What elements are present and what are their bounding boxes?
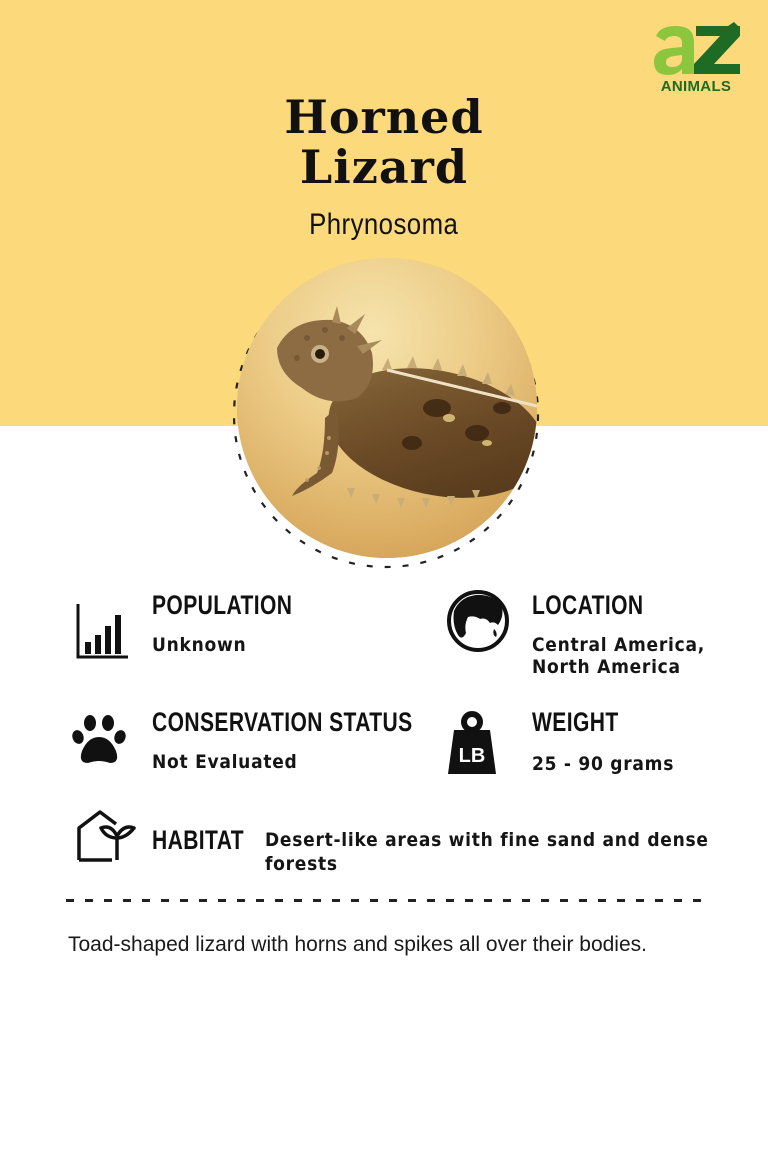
- title-line-1: Horned: [284, 90, 484, 144]
- az-logo-icon: [650, 22, 742, 78]
- weight-label: WEIGHT: [532, 707, 619, 737]
- page-title: [0, 92, 768, 192]
- location-value-line1: Central America,: [532, 634, 705, 656]
- title-line-2: Lizard: [299, 140, 469, 194]
- conservation-status-value: Not Evaluated: [152, 751, 298, 773]
- bar-chart-icon: [76, 602, 130, 660]
- house-plant-icon: [76, 808, 138, 862]
- description-text: Toad-shaped lizard with horns and spikes all over their bodies.: [68, 933, 647, 956]
- location-label: LOCATION: [532, 590, 644, 620]
- globe-icon: [446, 589, 510, 653]
- habitat-value-line2: forests: [265, 853, 338, 875]
- dashed-divider: [66, 899, 702, 902]
- conservation-status-label: CONSERVATION STATUS: [152, 707, 413, 737]
- lizard-photo-icon: [237, 258, 537, 558]
- habitat-value-line1: Desert-like areas with fine sand and dense: [265, 829, 709, 851]
- population-value: Unknown: [152, 634, 247, 656]
- animal-photo: [237, 258, 537, 558]
- az-animals-logo[interactable]: [648, 22, 744, 96]
- svg-text:LB: LB: [458, 745, 486, 767]
- weight-value: 25 - 90 grams: [532, 753, 675, 775]
- scientific-name: Phrynosoma: [309, 208, 459, 241]
- population-label: POPULATION: [152, 590, 293, 620]
- weight-lb-icon: [446, 710, 498, 776]
- paw-icon: [72, 713, 126, 767]
- location-value-line2: North America: [532, 656, 681, 678]
- habitat-label: HABITAT: [152, 825, 245, 855]
- logo-text: ANIMALS: [660, 78, 732, 95]
